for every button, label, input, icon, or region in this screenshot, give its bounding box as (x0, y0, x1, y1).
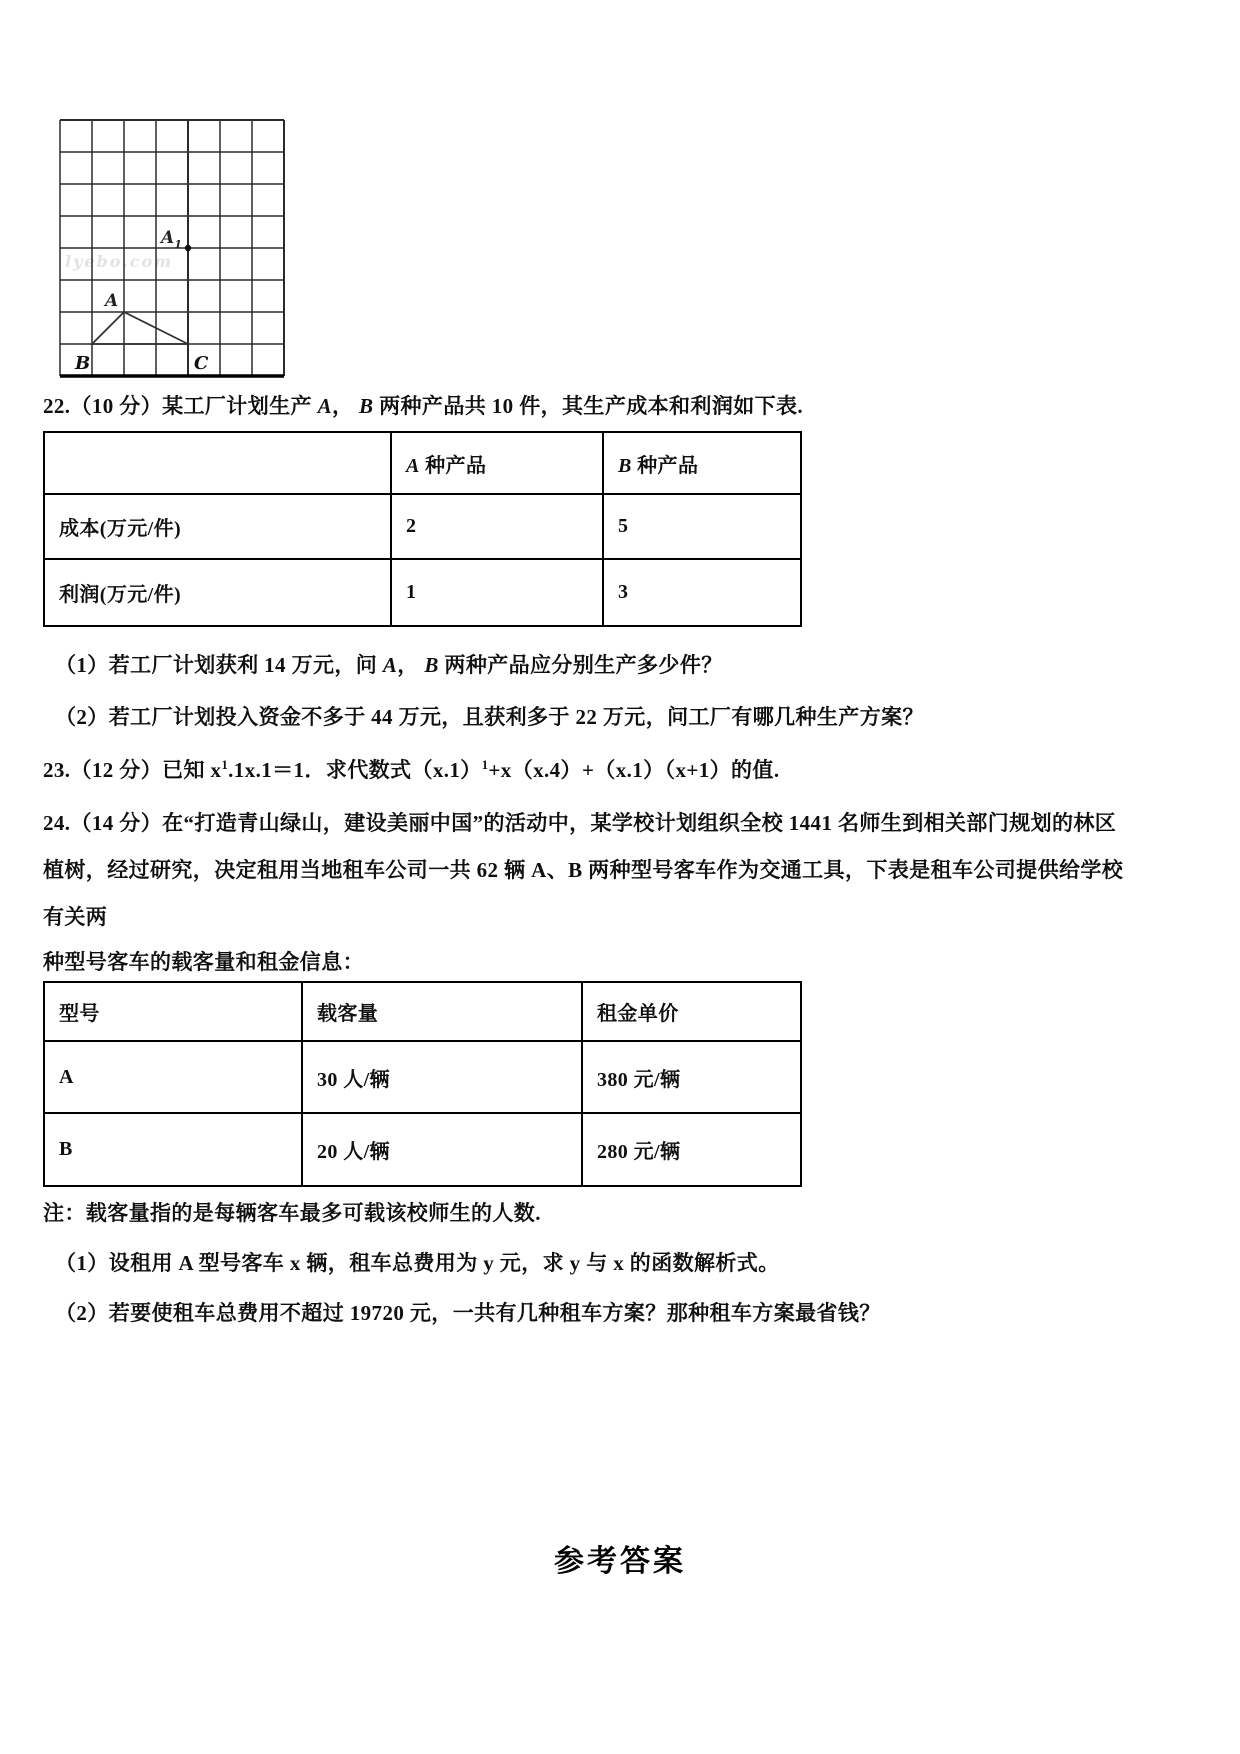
table-row (44, 1041, 801, 1113)
q23-stem: 23.（12 分）已知 $x^1.1x.1=1$．求代数式$(x.1)^1+x(x.4)+(x.1)(x+1)$的值. (43, 758, 780, 782)
q22-cost-b: 5 (603, 494, 801, 559)
watermark-text: lyebo.com (65, 252, 174, 271)
q24-stem-line4: 种型号客车的载客量和租金信息： (43, 950, 364, 974)
q22-table-header-b: B 种产品 (603, 432, 801, 494)
label-a: A (105, 291, 119, 311)
table-row (44, 559, 801, 626)
table-row (44, 1113, 801, 1186)
q24-header-capacity: 载客量 (302, 982, 582, 1041)
table-row (44, 432, 801, 494)
q24-row-b-model: B (44, 1113, 302, 1186)
table-row (44, 494, 801, 559)
q22-profit-label: 利润(万元/件) (44, 559, 391, 626)
q24-note: 注：载客量指的是每辆客车最多可载该校师生的人数. (43, 1201, 541, 1225)
q24-header-price: 租金单价 (582, 982, 801, 1041)
q22-profit-a: 1 (391, 559, 603, 626)
grid-figure (57, 103, 287, 378)
q24-row-b-capacity: 20 人/辆 (302, 1113, 582, 1186)
q22-cost-label: 成本(万元/件) (44, 494, 391, 559)
q22-part2: （2）若工厂计划投入资金不多于 44 万元，且获利多于 22 万元，问工厂有哪几种生产方案？ (55, 705, 924, 729)
q24-part1: （1）设租用 A 型号客车 x 辆，租车总费用为 y 元，求 y 与 x 的函数解析式。 (55, 1251, 780, 1275)
q24-row-b-price: 280 元/辆 (582, 1113, 801, 1186)
q24-table (43, 981, 802, 1187)
q22-profit-b: 3 (603, 559, 801, 626)
label-b: B (75, 353, 91, 374)
grid-lines (60, 120, 284, 376)
q24-row-a-model: A (44, 1041, 302, 1113)
q24-part2: （2）若要使租车总费用不超过 19720 元，一共有几种租车方案？那种租车方案最省钱？ (55, 1301, 881, 1325)
q24-row-a-price: 380 元/辆 (582, 1041, 801, 1113)
triangle-abc (92, 312, 188, 344)
q24-stem-line1: 24.（14 分）在“打造青山绿山，建设美丽中国”的活动中，某学校计划组织全校 1441 名师生到相关部门规划的林区 (43, 811, 1117, 835)
q22-table-header-blank (44, 432, 391, 494)
q22-table-header-a: A 种产品 (391, 432, 603, 494)
answers-heading: 参考答案 (554, 1545, 686, 1578)
q22-table (43, 431, 802, 627)
label-a1: $A_1$ (161, 228, 182, 251)
q22-cost-a: 2 (391, 494, 603, 559)
q24-stem-line3: 有关两 (43, 905, 108, 929)
q24-row-a-capacity: 30 人/辆 (302, 1041, 582, 1113)
label-c: C (194, 353, 209, 374)
q24-header-model: 型号 (44, 982, 302, 1041)
table-row (44, 982, 801, 1041)
point-a1-dot (185, 245, 191, 251)
q24-stem-line2: 植树，经过研究，决定租用当地租车公司一共 62 辆 A、B 两种型号客车作为交通工具，下表是租车公司提供给学校 (43, 858, 1124, 882)
q22-part1: （1）若工厂计划获利 14 万元，问 A， B 两种产品应分别生产多少件？ (55, 653, 723, 677)
q22-stem: 22.（10 分）某工厂计划生产 A， B 两种产品共 10 件，其生产成本和利润如下表. (43, 394, 804, 418)
